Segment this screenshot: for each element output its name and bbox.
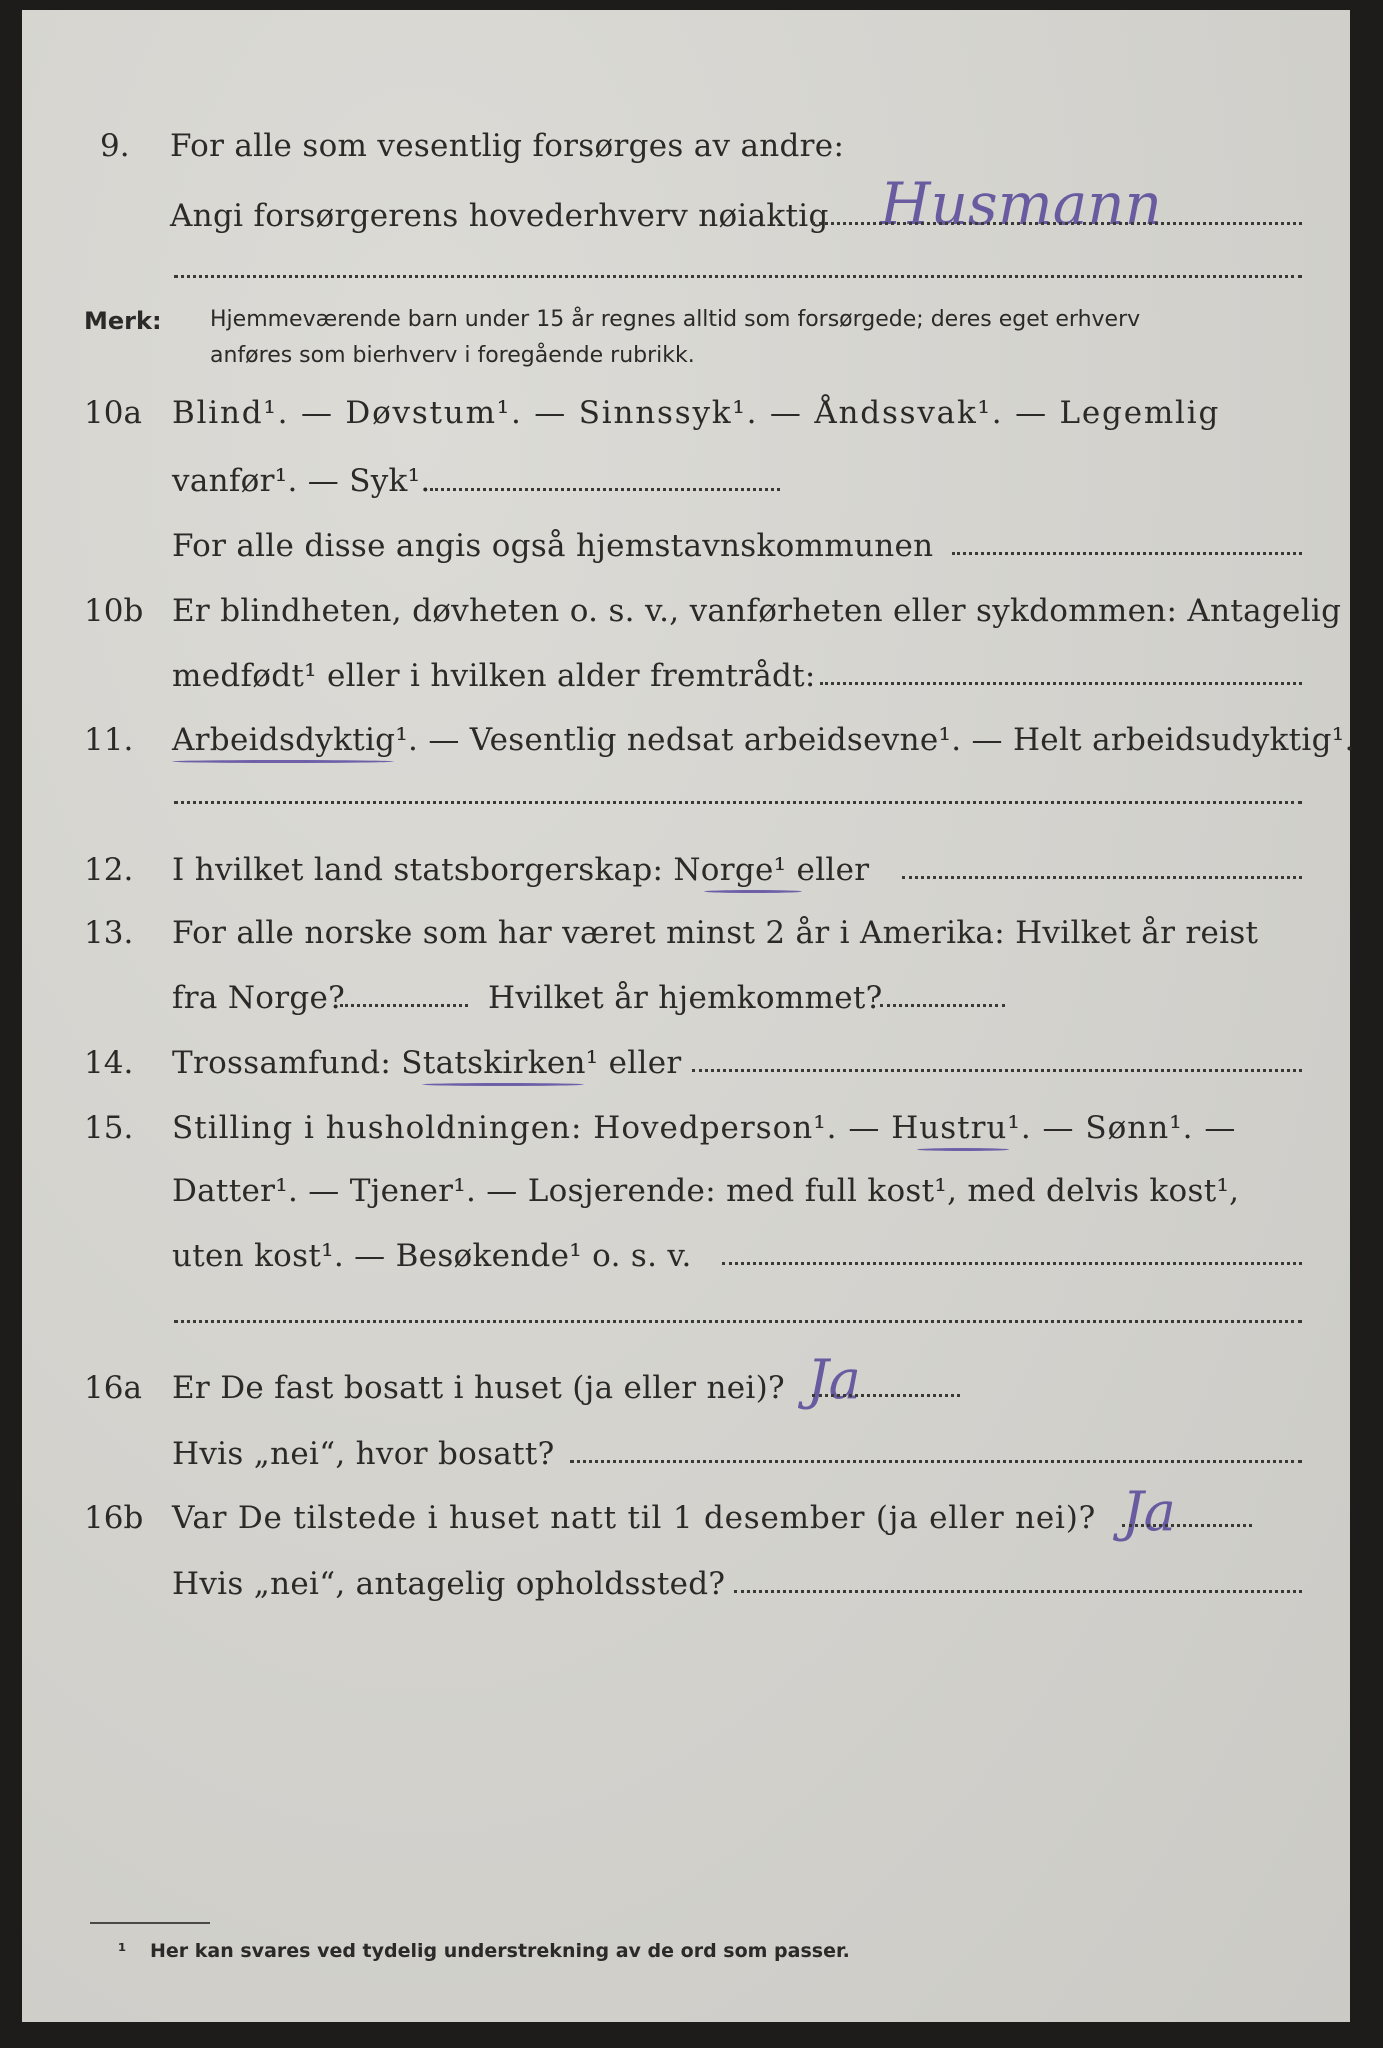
q13-reist-fill	[340, 1004, 468, 1007]
q16b-line1: Var De tilstede i huset natt til 1 desember (ja eller nei)?	[172, 1500, 1097, 1536]
q14-number: 14.	[84, 1045, 134, 1081]
footnote-text: Her kan svares ved tydelig understrekning av de ord som passer.	[150, 1940, 850, 1962]
footnote-separator	[90, 1922, 210, 1924]
q15-line3: uten kost¹. — Besøkende¹ o. s. v.	[172, 1238, 692, 1274]
q10a-number: 10a	[84, 395, 142, 431]
q10a-line3: For alle disse angis også hjemstavnskommunen	[172, 528, 934, 564]
q13-line2b: Hvilket år hjemkommet?	[488, 980, 883, 1016]
q11-number: 11.	[84, 722, 134, 758]
q10a-line3-fill	[952, 552, 1302, 555]
q16b-line2-fill	[734, 1590, 1302, 1593]
merk-label: Merk:	[84, 307, 162, 335]
q12-line1-fill	[902, 876, 1302, 879]
q13-line1: For alle norske som har været minst 2 år i Amerika: Hvilket år reist	[172, 915, 1259, 951]
q12-number: 12.	[84, 852, 134, 888]
q9-line1: For alle som vesentlig forsørges av andre:	[170, 128, 845, 164]
q11-extra-line	[174, 801, 1302, 804]
q15-extra-line	[174, 1320, 1302, 1323]
q16b-number: 16b	[84, 1500, 144, 1536]
q10b-line1: Er blindheten, døvheten o. s. v., vanførheten eller sykdommen: Antagelig	[172, 593, 1342, 629]
q13-line2a: fra Norge?	[172, 980, 346, 1016]
q16b-line2: Hvis „nei“, antagelig opholdssted?	[172, 1566, 726, 1602]
q16b-line1-fill	[1122, 1524, 1252, 1527]
q9-extra-line	[174, 275, 1302, 278]
q11-line1: Arbeidsdyktig¹. — Vesentlig nedsat arbeidsevne¹. — Helt arbeidsudyktig¹.	[172, 722, 1355, 758]
census-form-page	[22, 10, 1355, 2022]
q13-number: 13.	[84, 915, 134, 951]
q9-line2: Angi forsørgerens hovederhverv nøiaktig	[170, 198, 829, 234]
merk-line2: anføres som bierhverv i foregående rubrikk.	[210, 343, 695, 368]
merk-line1: Hjemmeværende barn under 15 år regnes alltid som forsørgede; deres eget erhverv	[210, 307, 1141, 332]
q16a-line1-fill	[812, 1394, 960, 1397]
q9-number: 9.	[100, 128, 130, 164]
q12-line1: I hvilket land statsborgerskap: Norge¹ eller	[172, 852, 870, 888]
q14-line1: Trossamfund: Statskirken¹ eller	[172, 1045, 682, 1081]
q15-number: 15.	[84, 1110, 134, 1146]
q9-handwritten-answer: Husmann	[880, 170, 1162, 238]
q15-underline-hustru	[917, 1148, 1009, 1151]
q16a-number: 16a	[84, 1370, 142, 1406]
q15-line2: Datter¹. — Tjener¹. — Losjerende: med full kost¹, med delvis kost¹,	[172, 1173, 1240, 1209]
q10a-line2-fill	[430, 488, 780, 491]
q10b-number: 10b	[84, 593, 144, 629]
q10a-line1: Blind¹. — Døvstum¹. — Sinnssyk¹. — Åndssvak¹. — Legemlig	[172, 395, 1221, 431]
q16a-line2: Hvis „nei“, hvor bosatt?	[172, 1436, 555, 1472]
q15-line1: Stilling i husholdningen: Hovedperson¹. — Hustru¹. — Sønn¹. —	[172, 1110, 1237, 1146]
q12-underline-norge	[704, 890, 802, 893]
q16b-handwritten-answer: Ja	[1122, 1480, 1176, 1543]
q14-underline-statskirken	[422, 1083, 584, 1086]
q16a-line2-fill	[570, 1460, 1302, 1463]
q15-line3-fill	[722, 1262, 1302, 1265]
q10a-line2: vanfør¹. — Syk¹.	[172, 463, 431, 499]
q16a-handwritten-answer: Ja	[807, 1348, 861, 1411]
q10b-line2: medfødt¹ eller i hvilken alder fremtrådt:	[172, 658, 816, 694]
q14-line1-fill	[692, 1069, 1302, 1072]
q11-underline-arbeidsdyktig	[172, 760, 394, 763]
q13-hjemkommet-fill	[880, 1004, 1005, 1007]
q9-answer-line	[812, 222, 1302, 225]
footnote-mark: ¹	[118, 1940, 127, 1962]
q16a-line1: Er De fast bosatt i huset (ja eller nei)?	[172, 1370, 785, 1406]
q10b-line2-fill	[820, 682, 1302, 685]
